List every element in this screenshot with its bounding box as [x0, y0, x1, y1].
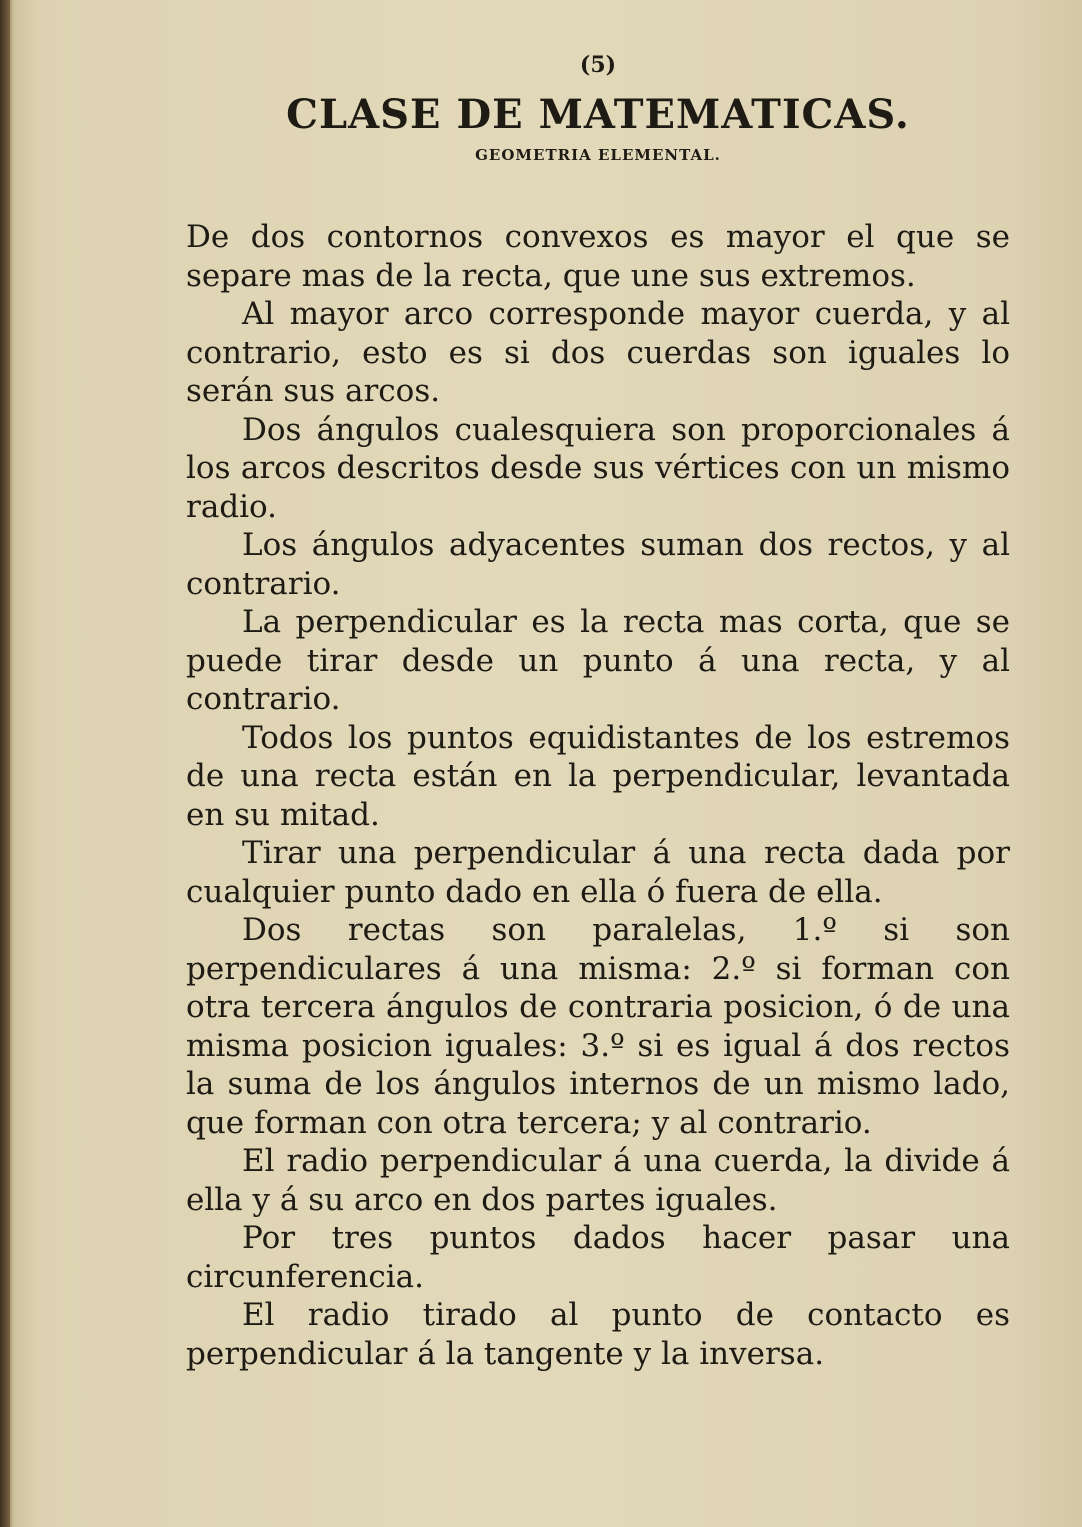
- page-number: (5): [579, 52, 617, 78]
- paragraph: Los ángulos adyacentes suman dos rectos, y al contrario.: [186, 527, 1010, 602]
- chapter-title: CLASE DE MATEMATICAS.: [286, 91, 910, 138]
- paragraph: La perpendicular es la recta mas corta, que se puede tirar desde un punto á una recta, y al contrario.: [186, 604, 1010, 717]
- paragraph: El radio perpendicular á una cuerda, la divide á ella y á su arco en dos partes iguales.: [186, 1143, 1010, 1218]
- paragraph: Dos ángulos cualesquiera son proporcionales á los arcos descritos desde sus vértices con un mismo radio.: [186, 411, 1010, 525]
- paragraph: Dos rectas son paralelas, 1.º si son perpendiculares á una misma: 2.º si forman con otra tercera ángulos de contraria posicion, ó de una misma posicion iguales: 3.º si es igual á dos rectos la suma de los ángulos internos de un mismo lado, que forman con otra tercera; y al contrario.: [186, 912, 1010, 1141]
- binding-edge: [0, 0, 10, 1527]
- body-text: [186, 218, 1010, 1373]
- paragraph: El radio tirado al punto de contacto es perpendicular á la tangente y la inversa.: [186, 1297, 1010, 1372]
- section-subtitle: GEOMETRIA ELEMENTAL.: [475, 146, 721, 164]
- paragraph: De dos contornos convexos es mayor el que se separe mas de la recta, que une sus extremos.: [186, 219, 1010, 294]
- paragraph: Tirar una perpendicular á una recta dada por cualquier punto dado en ella ó fuera de ella.: [186, 835, 1010, 910]
- paragraph: Por tres puntos dados hacer pasar una circunferencia.: [186, 1220, 1010, 1295]
- paragraph: Al mayor arco corresponde mayor cuerda, y al contrario, esto es si dos cuerdas son iguales lo serán sus arcos.: [186, 296, 1010, 409]
- text-block: [186, 50, 1010, 1373]
- paragraph: Todos los puntos equidistantes de los estremos de una recta están en la perpendicular, levantada en su mitad.: [186, 719, 1010, 833]
